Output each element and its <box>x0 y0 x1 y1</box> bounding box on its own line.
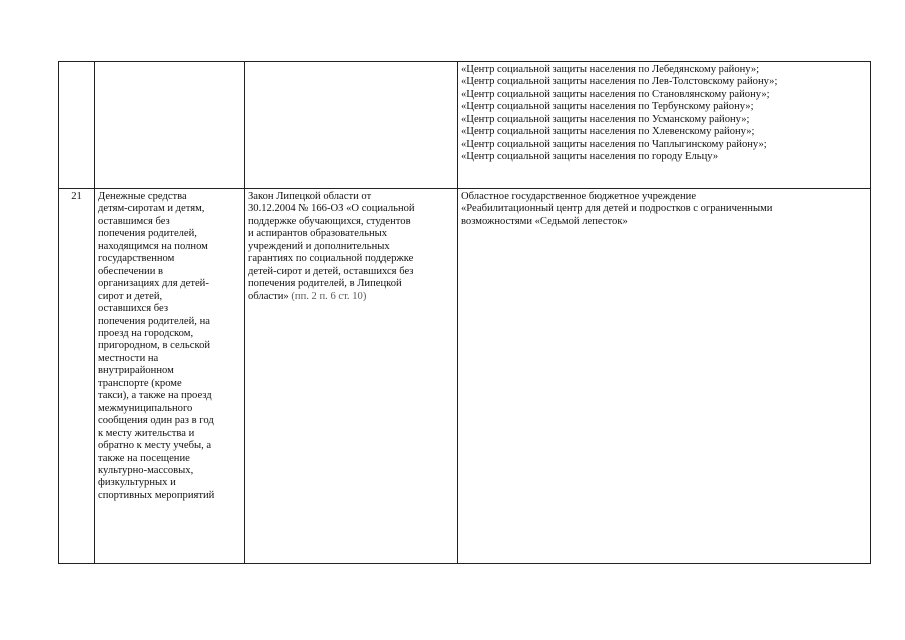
organization-line: «Центр социальной защиты населения по Лебедянскому району»; <box>461 64 760 75</box>
service-line: государственном <box>98 253 175 265</box>
service-line: межмуниципального <box>98 402 193 414</box>
law-line-text: области» <box>248 290 289 302</box>
service-line: к месту жительства и <box>98 427 195 439</box>
service-line: проезд на городском, <box>98 327 194 339</box>
law-line: и аспирантов образовательных <box>248 228 388 240</box>
service-line: находящимся на полном <box>98 240 208 252</box>
service-line: Денежные средства <box>98 191 187 202</box>
organization-line: «Центр социальной защиты населения по Лев-Толстовскому району»; <box>461 76 778 88</box>
law-line: 30.12.2004 № 166-ОЗ «О социальной <box>248 203 415 215</box>
organization-cell <box>458 62 871 189</box>
organization-line: «Центр социальной защиты населения по Становлянскому району»; <box>461 88 770 100</box>
service-line: местности на <box>98 352 159 364</box>
law-cell <box>245 189 458 564</box>
law-line: поддержке обучающихся, студентов <box>248 215 411 227</box>
law-reference-link[interactable]: (пп. 2 п. 6 ст. 10) <box>291 290 367 302</box>
organization-line: «Центр социальной защиты населения по городу Ельцу» <box>461 151 719 163</box>
service-cell <box>95 189 245 564</box>
organization-line: «Центр социальной защиты населения по Тербунскому району»; <box>461 101 754 113</box>
service-line: внутрирайонном <box>98 365 174 377</box>
organization-line: Областное государственное бюджетное учреждение <box>461 191 697 202</box>
service-line: обратно к месту учебы, а <box>98 440 212 452</box>
law-cell <box>245 62 458 189</box>
service-line: попечения родителей, на <box>98 315 210 327</box>
service-cell <box>95 62 245 189</box>
row-number-cell <box>59 62 95 189</box>
law-line: гарантиях по социальной поддержке <box>248 253 414 265</box>
law-line-last <box>248 291 454 303</box>
service-line: оставшимся без <box>98 215 170 227</box>
organization-line: «Реабилитационный центр для детей и подростков с ограниченными <box>461 203 773 215</box>
organization-line: «Центр социальной защиты населения по Хлевенскому району»; <box>461 126 755 138</box>
service-line: транспорте (кроме <box>98 377 182 389</box>
organization-line: «Центр социальной защиты населения по Усманскому району»; <box>461 113 750 125</box>
law-line: попечения родителей, в Липецкой <box>248 278 402 290</box>
table-row <box>59 189 871 564</box>
service-line: сирот и детей, <box>98 290 163 302</box>
service-line: детям-сиротам и детям, <box>98 203 205 215</box>
service-line: спортивных мероприятий <box>98 489 215 501</box>
row-number-cell: 21 <box>59 189 95 564</box>
services-table <box>58 61 871 564</box>
service-line: такси), а также на проезд <box>98 390 212 402</box>
service-line: организациях для детей- <box>98 278 209 290</box>
organization-cell <box>458 189 871 564</box>
service-line: физкультурных и <box>98 477 176 489</box>
law-line: учреждений и дополнительных <box>248 240 390 252</box>
law-line: детей-сирот и детей, оставшихся без <box>248 265 414 277</box>
service-line: культурно-массовых, <box>98 464 194 476</box>
service-line: пригородном, в сельской <box>98 340 211 352</box>
service-line: попечения родителей, <box>98 228 197 240</box>
service-line: обеспечении в <box>98 265 164 277</box>
service-line: оставшихся без <box>98 303 169 315</box>
organization-line: возможностями «Седьмой лепесток» <box>461 215 628 227</box>
service-line: сообщения один раз в год <box>98 415 214 427</box>
table-row <box>59 62 871 189</box>
organization-line: «Центр социальной защиты населения по Чаплыгинскому району»; <box>461 138 767 150</box>
service-line: также на посещение <box>98 452 190 464</box>
law-line: Закон Липецкой области от <box>248 191 372 202</box>
